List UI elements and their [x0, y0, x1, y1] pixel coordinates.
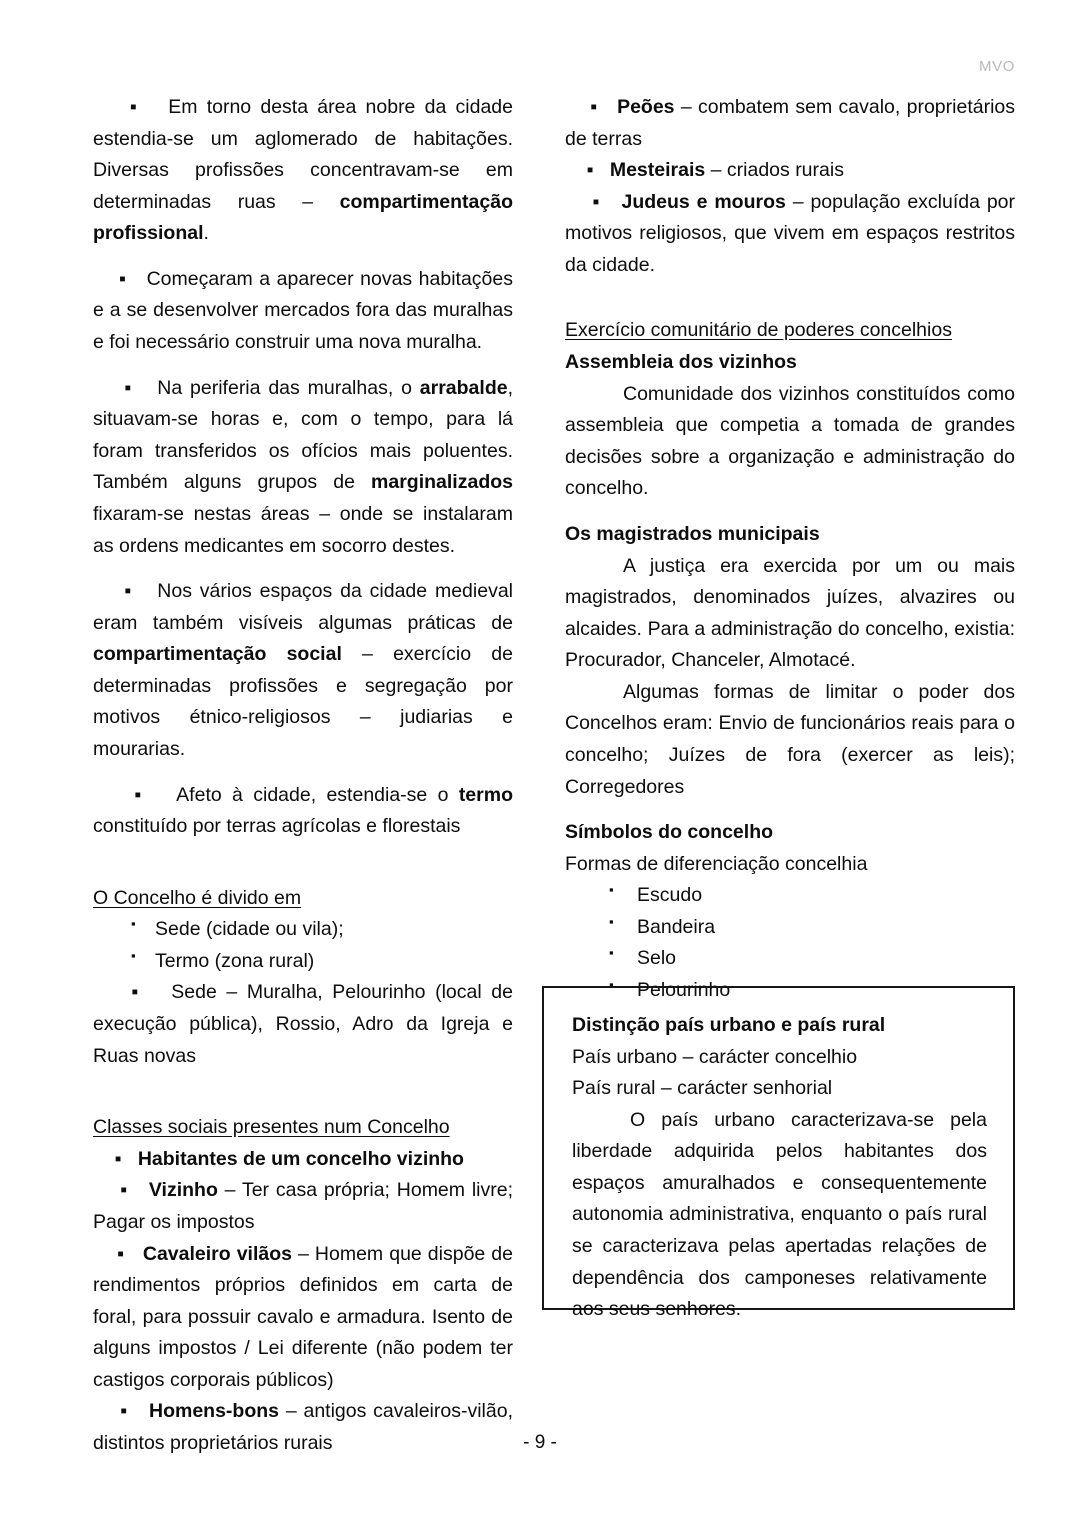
list-item: ▪ Escudo [565, 880, 1015, 912]
callout-line-pais-rural: País rural – carácter senhorial [572, 1077, 833, 1100]
heading-assembleia-vizinhos: Assembleia dos vizinhos [565, 351, 797, 374]
paragraph-classe-peoes-text: – combatem sem cavalo, proprietários de terras [565, 96, 1015, 150]
paragraph-classe-vizinho [93, 1175, 513, 1238]
paragraph-afeto-bold-termo: termo [458, 783, 513, 806]
list-item: ▪ Bandeira [565, 912, 1015, 944]
list-item: ▪ Pelourinho [565, 975, 1015, 1007]
callout-distincao-pais [542, 986, 1015, 1321]
paragraph-classe-habitantes-bold: Habitantes de um concelho vizinho [137, 1147, 464, 1170]
list-item: ▪ Selo [565, 943, 1015, 975]
paragraph-classe-judeus-mouros [565, 187, 1015, 282]
paragraph-afeto-cidade [93, 780, 513, 843]
left-column [93, 92, 513, 1460]
paragraph-periferia-bold-arrabalde: arrabalde [419, 376, 508, 399]
page-header-mark: MVO [979, 58, 1015, 75]
callout-body: O país urbano caracterizava-se pela liberdade adquirida pelos habitantes dos espaços amuralhados e consequentemente autonomia administrativa, enquanto o país rural se caracterizava pelas apertadas relações de dependência dos camponeses relativamente aos seus senhores. [572, 1108, 987, 1321]
paragraph-comecaram-text: Começaram a aparecer novas habitações e a se desenvolver mercados fora das muralhas e foi necessário construir uma nova muralha. [93, 267, 513, 354]
paragraph-classe-judeus-mouros-text: – população excluída por motivos religiosos, que vivem em espaços restritos da cidade. [565, 190, 1016, 276]
paragraph-classe-cavaleiro-text: – Homem que dispõe de rendimentos próprios definidos em carta de foral, para possuir cavalo e armadura. Isento de alguns impostos / Lei diferente (não podem ter castigos corporais públicos) [93, 1242, 513, 1391]
heading-classes-sociais: Classes sociais presentes num Concelho [93, 1116, 450, 1139]
paragraph-classe-vizinho-bold: Vizinho [148, 1179, 218, 1202]
paragraph-sede-muralha [93, 977, 513, 1072]
paragraph-periferia-text-b: , situavam-se horas e, com o tempo, para lá foram transferidos os ofícios mais poluentes. Também alguns grupos de [93, 376, 514, 494]
paragraph-classe-homens-bons-bold: Homens-bons [149, 1400, 280, 1423]
heading-concelho-dividido: O Concelho é divido em [93, 886, 302, 909]
paragraph-periferia [93, 373, 513, 562]
paragraph-classe-cavaleiro-bold: Cavaleiro vilãos [142, 1242, 292, 1265]
paragraph-classe-judeus-mouros-bold: Judeus e mouros [621, 190, 786, 213]
callout-line-pais-urbano: País urbano – carácter concelhio [572, 1045, 858, 1068]
heading-magistrados-municipais: Os magistrados municipais [565, 522, 820, 545]
paragraph-espacos-text-b: – exercício de determinadas profissões e segregação por motivos étnico-religiosos – judiarias e mourarias. [93, 643, 513, 760]
paragraph-espacos-text-a: Nos vários espaços da cidade medieval eram também visíveis algumas práticas de [93, 580, 514, 634]
paragraph-afeto-text-a: Afeto à cidade, estendia-se o [176, 783, 459, 806]
paragraph-classe-cavaleiro [93, 1239, 513, 1397]
paragraph-em-torno-text-a: Em torno desta área nobre da cidade estendia-se um aglomerado de habitações. Diversas profissões concentravam-se em determinadas ruas – [93, 96, 513, 213]
paragraph-magistrados-limites: Algumas formas de limitar o poder dos Concelhos eram: Envio de funcionários reais para o concelho; Juízes de fora (exercer as leis); Corregedores [565, 680, 1015, 798]
paragraph-magistrados-justica: A justiça era exercida por um ou mais magistrados, denominados juízes, alvazires ou alcaides. Para a administração do concelho, existia: Procurador, Chanceler, Almotacé. [565, 554, 1015, 672]
heading-exercicio-comunitario: Exercício comunitário de poderes concelhios [565, 319, 952, 342]
paragraph-periferia-bold-marginalizados: marginalizados [371, 471, 513, 494]
paragraph-em-torno-text-b: . [203, 222, 209, 245]
paragraph-periferia-text-a: Na periferia das muralhas, o [157, 376, 420, 399]
paragraph-classe-vizinho-text: – Ter casa própria; Homem livre; Pagar os impostos [93, 1179, 513, 1233]
paragraph-em-torno [93, 92, 513, 250]
paragraph-comecaram [93, 264, 513, 359]
simbolos-subtitle: Formas de diferenciação concelhia [565, 852, 868, 875]
paragraph-espacos-bold: compartimentação social [93, 643, 342, 666]
paragraph-classe-peoes [565, 92, 1015, 155]
paragraph-em-torno-bold: compartimentação profissional [93, 190, 513, 245]
paragraph-classe-peoes-bold: Peões [617, 96, 675, 118]
paragraph-classe-habitantes [93, 1144, 513, 1176]
paragraph-classe-mesteirais-bold: Mesteirais [609, 159, 706, 182]
paragraph-classe-mesteirais-text: – criados rurais [705, 159, 844, 182]
page-footer: - 9 - [523, 1432, 557, 1453]
list-item: ▪ Termo (zona rural) [93, 946, 513, 978]
list-item: ▪ Sede (cidade ou vila); [93, 914, 513, 946]
callout-title: Distinção país urbano e país rural [572, 1014, 886, 1036]
paragraph-classe-mesteirais [565, 155, 1015, 187]
paragraph-afeto-text-b: constituído por terras agrícolas e florestais [93, 815, 461, 838]
paragraph-periferia-text-c: fixaram-se nestas áreas – onde se instalaram as ordens medicantes em socorro destes. [93, 502, 513, 557]
heading-simbolos-concelho: Símbolos do concelho [565, 821, 774, 844]
list-concelho-divisoes [93, 914, 513, 977]
paragraph-assembleia: Comunidade dos vizinhos constituídos como assembleia que competia a tomada de grandes decisões sobre a organização e administração do concelho. [565, 382, 1015, 500]
paragraph-espacos-cidade [93, 576, 513, 765]
paragraph-classe-homens-bons-text: – antigos cavaleiros-vilão, distintos proprietários rurais [93, 1400, 513, 1454]
paragraph-sede-muralha-text: Sede – Muralha, Pelourinho (local de execução pública), Rossio, Adro da Igreja e Ruas novas [93, 981, 513, 1067]
